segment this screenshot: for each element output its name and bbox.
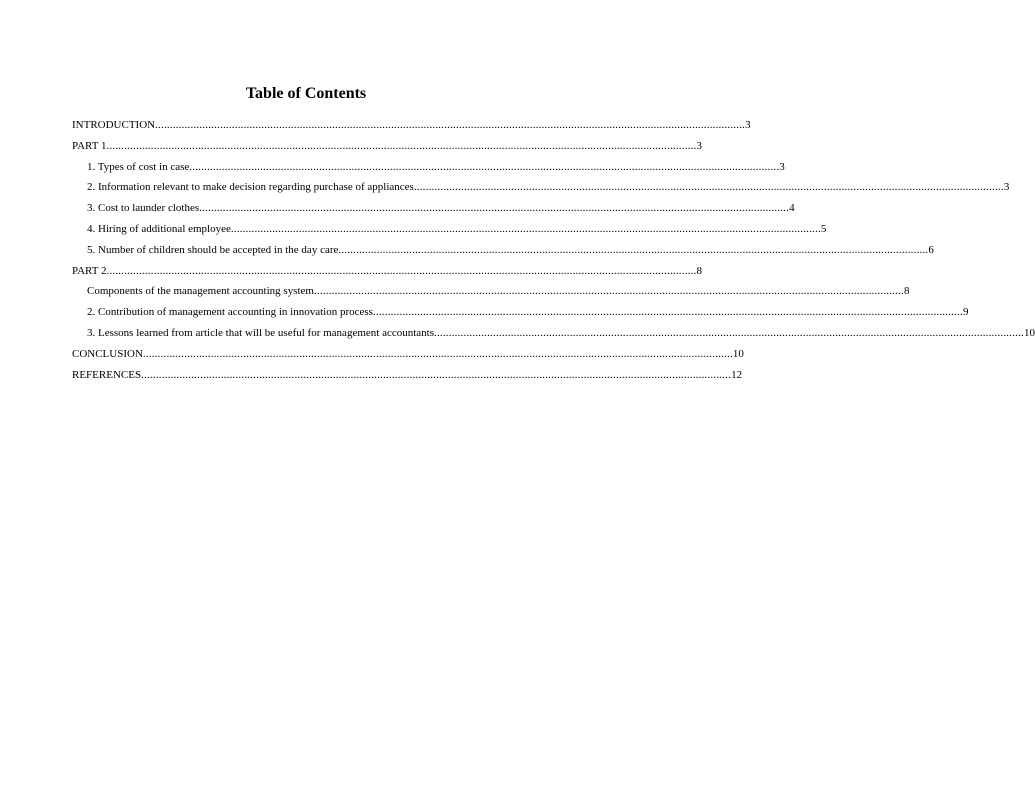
toc-entry-text: 4. Hiring of additional employee [87, 222, 231, 235]
toc-entry-references[interactable] [72, 365, 743, 386]
toc-entry-text: REFERENCES [72, 368, 142, 381]
toc-entry-hiring-employee[interactable] [72, 219, 827, 240]
toc-dot-leader: ........................................................................................................................................................................................................ [230, 222, 821, 235]
toc-dot-leader: ........................................................................................................................................................................................................ [434, 326, 1024, 339]
toc-entry-cost-to-launder[interactable] [72, 198, 795, 219]
toc-entry-part-2[interactable] [72, 261, 702, 282]
toc-entry-information-relevant[interactable] [72, 177, 1010, 198]
toc-dot-leader: ........................................................................................................................................................................................................ [106, 139, 697, 152]
toc-dot-leader: ........................................................................................................................................................................................................ [313, 285, 904, 298]
toc-entry-text: 2. Contribution of management accounting in innovation process [87, 306, 373, 319]
toc-dot-leader: ........................................................................................................................................................................................................ [199, 202, 790, 215]
toc-page-number: 12 [731, 368, 743, 381]
toc-entry-components[interactable] [72, 281, 910, 302]
toc-entry-text: PART 2 [72, 264, 107, 277]
toc-page-number: 4 [789, 202, 795, 215]
toc-entry-part-1[interactable] [72, 136, 702, 157]
toc-dot-leader: ........................................................................................................................................................................................................ [155, 119, 746, 131]
toc-entry-introduction[interactable] [72, 115, 751, 136]
toc-entry-text: 3. Lessons learned from article that will be useful for management accountants [87, 326, 434, 339]
toc-entry-text: 2. Information relevant to make decision regarding purchase of appliances [87, 181, 414, 194]
toc-dot-leader: ........................................................................................................................................................................................................ [413, 181, 1004, 194]
toc-entry-number-of-children[interactable] [72, 240, 934, 261]
toc-entry-text: Components of the management accounting system [87, 285, 314, 298]
toc-page-number: 8 [903, 285, 910, 298]
toc-entry-text: PART 1 [72, 139, 107, 152]
toc-dot-leader: ........................................................................................................................................................................................................ [338, 243, 929, 256]
toc-dot-leader: ........................................................................................................................................................................................................ [141, 368, 732, 381]
toc-page-number: 3 [1003, 181, 1010, 194]
toc-entry-text: CONCLUSION [72, 347, 143, 360]
toc-page-number: 6 [928, 243, 934, 256]
toc-page-number: 3 [745, 119, 751, 131]
toc-dot-leader: ........................................................................................................................................................................................................ [372, 306, 963, 319]
toc-page-number: 10 [732, 347, 744, 360]
toc-dot-leader: ........................................................................................................................................................................................................ [189, 160, 780, 173]
toc-dot-leader: ........................................................................................................................................................................................................ [106, 264, 697, 277]
toc-entry-text: INTRODUCTION [72, 119, 156, 131]
toc-entry-conclusion[interactable] [72, 344, 744, 365]
toc-entry-text: 1. Types of cost in case [87, 160, 190, 173]
toc-entry-types-of-cost[interactable] [72, 157, 785, 178]
toc-entry-contribution[interactable] [72, 302, 969, 323]
toc-dot-leader: ........................................................................................................................................................................................................ [142, 347, 733, 360]
toc-page-number: 5 [820, 222, 827, 235]
toc-entry-text: 5. Number of children should be accepted in the day care [87, 243, 339, 256]
toc-page-number: 10 [1024, 326, 1035, 339]
toc-page-number: 8 [696, 264, 702, 277]
toc-list [72, 115, 1035, 385]
toc-page-number: 3 [779, 160, 785, 173]
toc-entry-lessons-learned[interactable] [72, 323, 1035, 344]
toc-page-number: 9 [962, 306, 969, 319]
toc-title: Table of Contents [245, 85, 367, 102]
toc-entry-text: 3. Cost to launder clothes [87, 202, 200, 215]
toc-page-number: 3 [696, 139, 702, 152]
